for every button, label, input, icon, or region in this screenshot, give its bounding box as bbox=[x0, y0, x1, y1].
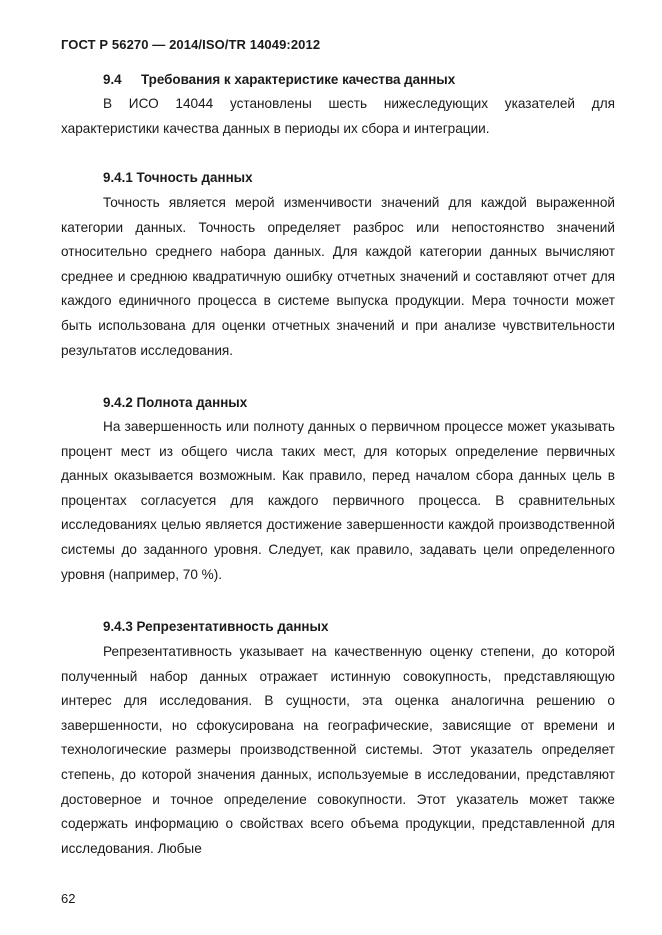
paragraph-9-4-1: Точность является мерой изменчивости значений для каждой выраженной категории данных. Точность определяет разброс или непостоянство значений относительно среднего набора данных. Для каждой категории данных вычисляют среднее и среднюю квадратичную ошибку отчетных значений и составляют отчет для каждого единичного процесса в системе выпуска продукции. Мера точности может быть использована для оценки отчетных значений и при анализе чувствительности результатов исследования. bbox=[61, 195, 615, 358]
page-number: 62 bbox=[61, 891, 76, 906]
section-heading-9-4 bbox=[103, 72, 455, 87]
section-title: Точность данных bbox=[136, 170, 253, 185]
paragraph-9-4-2: На завершенность или полноту данных о первичном процессе может указывать процент мест из общего числа таких мест, для которых определение первичных данных оказывается возможным. Как правило, перед началом сбора данных цель в процентах согласуется для каждого первичного процесса. В сравнительных исследованиях целью является достижение завершенности каждой производственной системы до заданного уровня. Следует, как правило, задавать цели определенного уровня (например, 70 %). bbox=[61, 419, 615, 582]
section-number: 9.4.1 bbox=[103, 170, 133, 185]
standard-designation: ГОСТ Р 56270 — 2014/ISO/TR 14049:2012 bbox=[61, 37, 321, 52]
section-title: Репрезентативность данных bbox=[136, 619, 329, 634]
paragraph-9-4: В ИСО 14044 установлены шесть нижеследующих указателей для характеристики качества данных в периоды их сбора и интеграции. bbox=[61, 96, 615, 136]
section-heading-9-4-1 bbox=[103, 170, 253, 185]
section-title: Полнота данных bbox=[136, 395, 248, 410]
section-title: Требования к характеристике качества данных bbox=[141, 72, 456, 87]
section-number: 9.4.2 bbox=[103, 395, 133, 410]
section-heading-9-4-3 bbox=[103, 619, 328, 634]
paragraph-9-4-3: Репрезентативность указывает на качественную оценку степени, до которой полученный набор данных отражает истинную совокупность, представляющую интерес для исследования. В сущности, эта оценка аналогична решению о завершенности, но сфокусирована на географические, зависящие от времени и технологические размеры производственной системы. Этот указатель определяет степень, до которой значения данных, используемые в исследовании, представляют достоверное и точное определение совокупности. Этот указатель может также содержать информацию о свойствах всего объема продукции, представленной для исследования. Любые bbox=[61, 644, 615, 856]
section-number: 9.4.3 bbox=[103, 619, 133, 634]
section-number: 9.4 bbox=[103, 72, 122, 87]
section-heading-9-4-2 bbox=[103, 395, 247, 410]
